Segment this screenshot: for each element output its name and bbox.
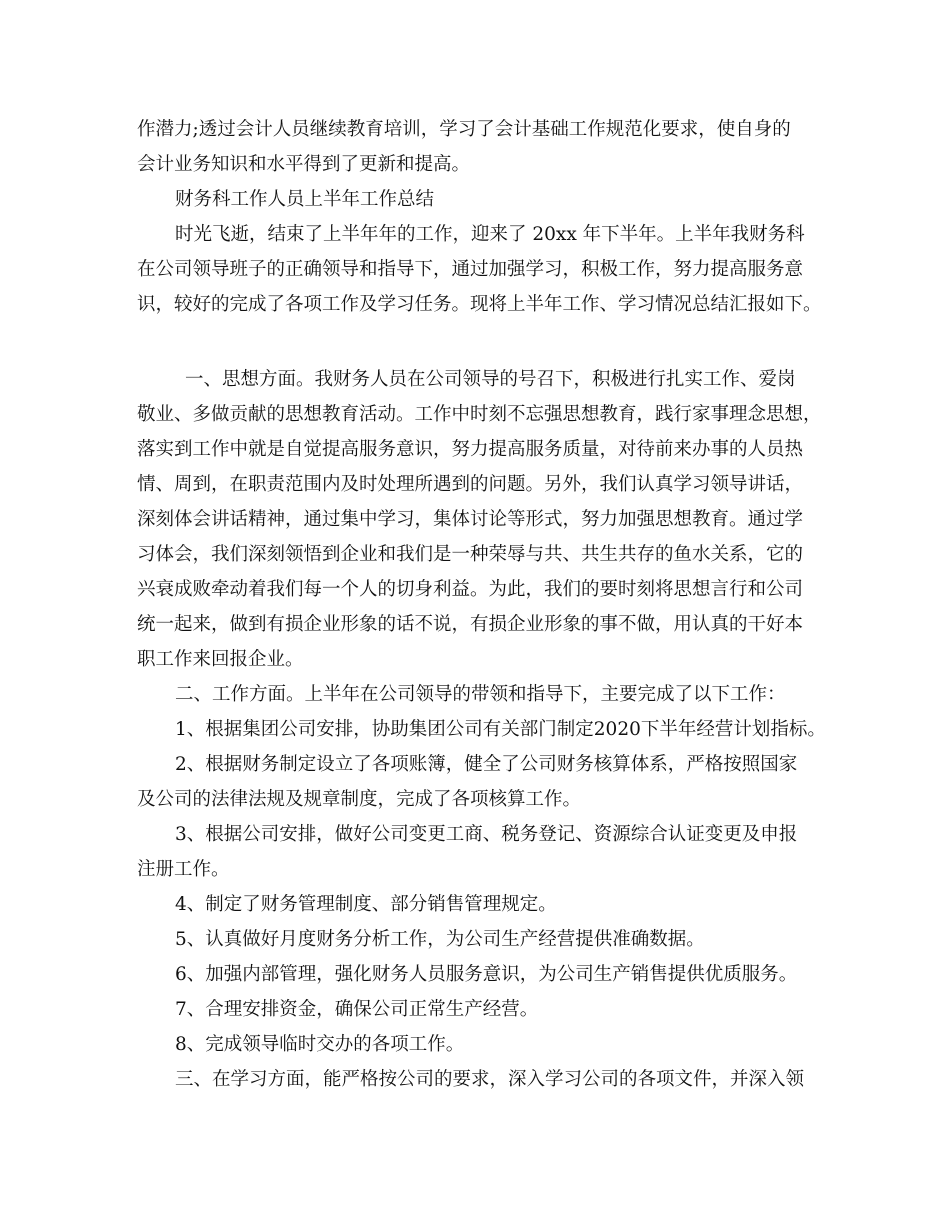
text-line: 及公司的法律法规及规章制度，完成了各项核算工作。 bbox=[137, 789, 582, 810]
list-item: 1、根据集团公司安排，协助集团公司有关部门制定2020下半年经营计划指标。 bbox=[175, 719, 826, 740]
list-item: 7、合理安排资金，确保公司正常生产经营。 bbox=[175, 999, 539, 1020]
list-item: 3、根据公司安排，做好公司变更工商、税务登记、资源综合认证变更及申报 bbox=[175, 824, 798, 845]
list-item: 4、制定了财务管理制度、部分销售管理规定。 bbox=[175, 894, 557, 915]
text-line: 二、工作方面。上半年在公司领导的带领和指导下，主要完成了以下工作： bbox=[175, 684, 786, 705]
text-line: 职工作来回报企业。 bbox=[137, 649, 304, 670]
text-line: 情、周到，在职责范围内及时处理所遇到的问题。另外，我们认真学习领导讲话， bbox=[137, 474, 804, 495]
list-item: 2、根据财务制定设立了各项账簿，健全了公司财务核算体系，严格按照国家 bbox=[175, 754, 798, 775]
text-line: 习体会，我们深刻领悟到企业和我们是一种荣辱与共、共生共存的鱼水关系，它的 bbox=[137, 544, 804, 565]
list-item: 6、加强内部管理，强化财务人员服务意识，为公司生产销售提供优质服务。 bbox=[175, 964, 798, 985]
text-line: 时光飞逝，结束了上半年年的工作，迎来了 20xx 年下半年。上半年我财务科 bbox=[175, 224, 805, 245]
text-line: 统一起来，做到有损企业形象的话不说，有损企业形象的事不做，用认真的干好本 bbox=[137, 614, 804, 635]
text-line: 作潜力;透过会计人员继续教育培训，学习了会计基础工作规范化要求，使自身的 bbox=[137, 119, 791, 140]
text-line: 深刻体会讲话精神，通过集中学习，集体讨论等形式，努力加强思想教育。通过学 bbox=[137, 509, 804, 530]
text-line: 三、在学习方面，能严格按公司的要求，深入学习公司的各项文件，并深入领 bbox=[175, 1069, 805, 1090]
text-line: 注册工作。 bbox=[137, 859, 230, 880]
list-item: 8、完成领导临时交办的各项工作。 bbox=[175, 1034, 465, 1055]
text-line: 落实到工作中就是自觉提高服务意识，努力提高服务质量，对待前来办事的人员热 bbox=[137, 439, 804, 460]
text-line: 在公司领导班子的正确领导和指导下，通过加强学习，积极工作，努力提高服务意 bbox=[137, 259, 804, 280]
text-line: 兴衰成败牵动着我们每一个人的切身利益。为此，我们的要时刻将思想言行和公司 bbox=[137, 579, 804, 600]
section-title: 财务科工作人员上半年工作总结 bbox=[175, 189, 435, 210]
text-line: 识，较好的完成了各项工作及学习任务。现将上半年工作、学习情况总结汇报如下。 bbox=[137, 294, 822, 315]
text-line: 会计业务知识和水平得到了更新和提高。 bbox=[137, 154, 471, 175]
list-item: 5、认真做好月度财务分析工作，为公司生产经营提供准确数据。 bbox=[175, 929, 705, 950]
text-line: 一、思想方面。我财务人员在公司领导的号召下，积极进行扎实工作、爱岗 bbox=[185, 369, 796, 390]
text-line: 敬业、多做贡献的思想教育活动。工作中时刻不忘强思想教育，践行家事理念思想， bbox=[137, 404, 822, 425]
